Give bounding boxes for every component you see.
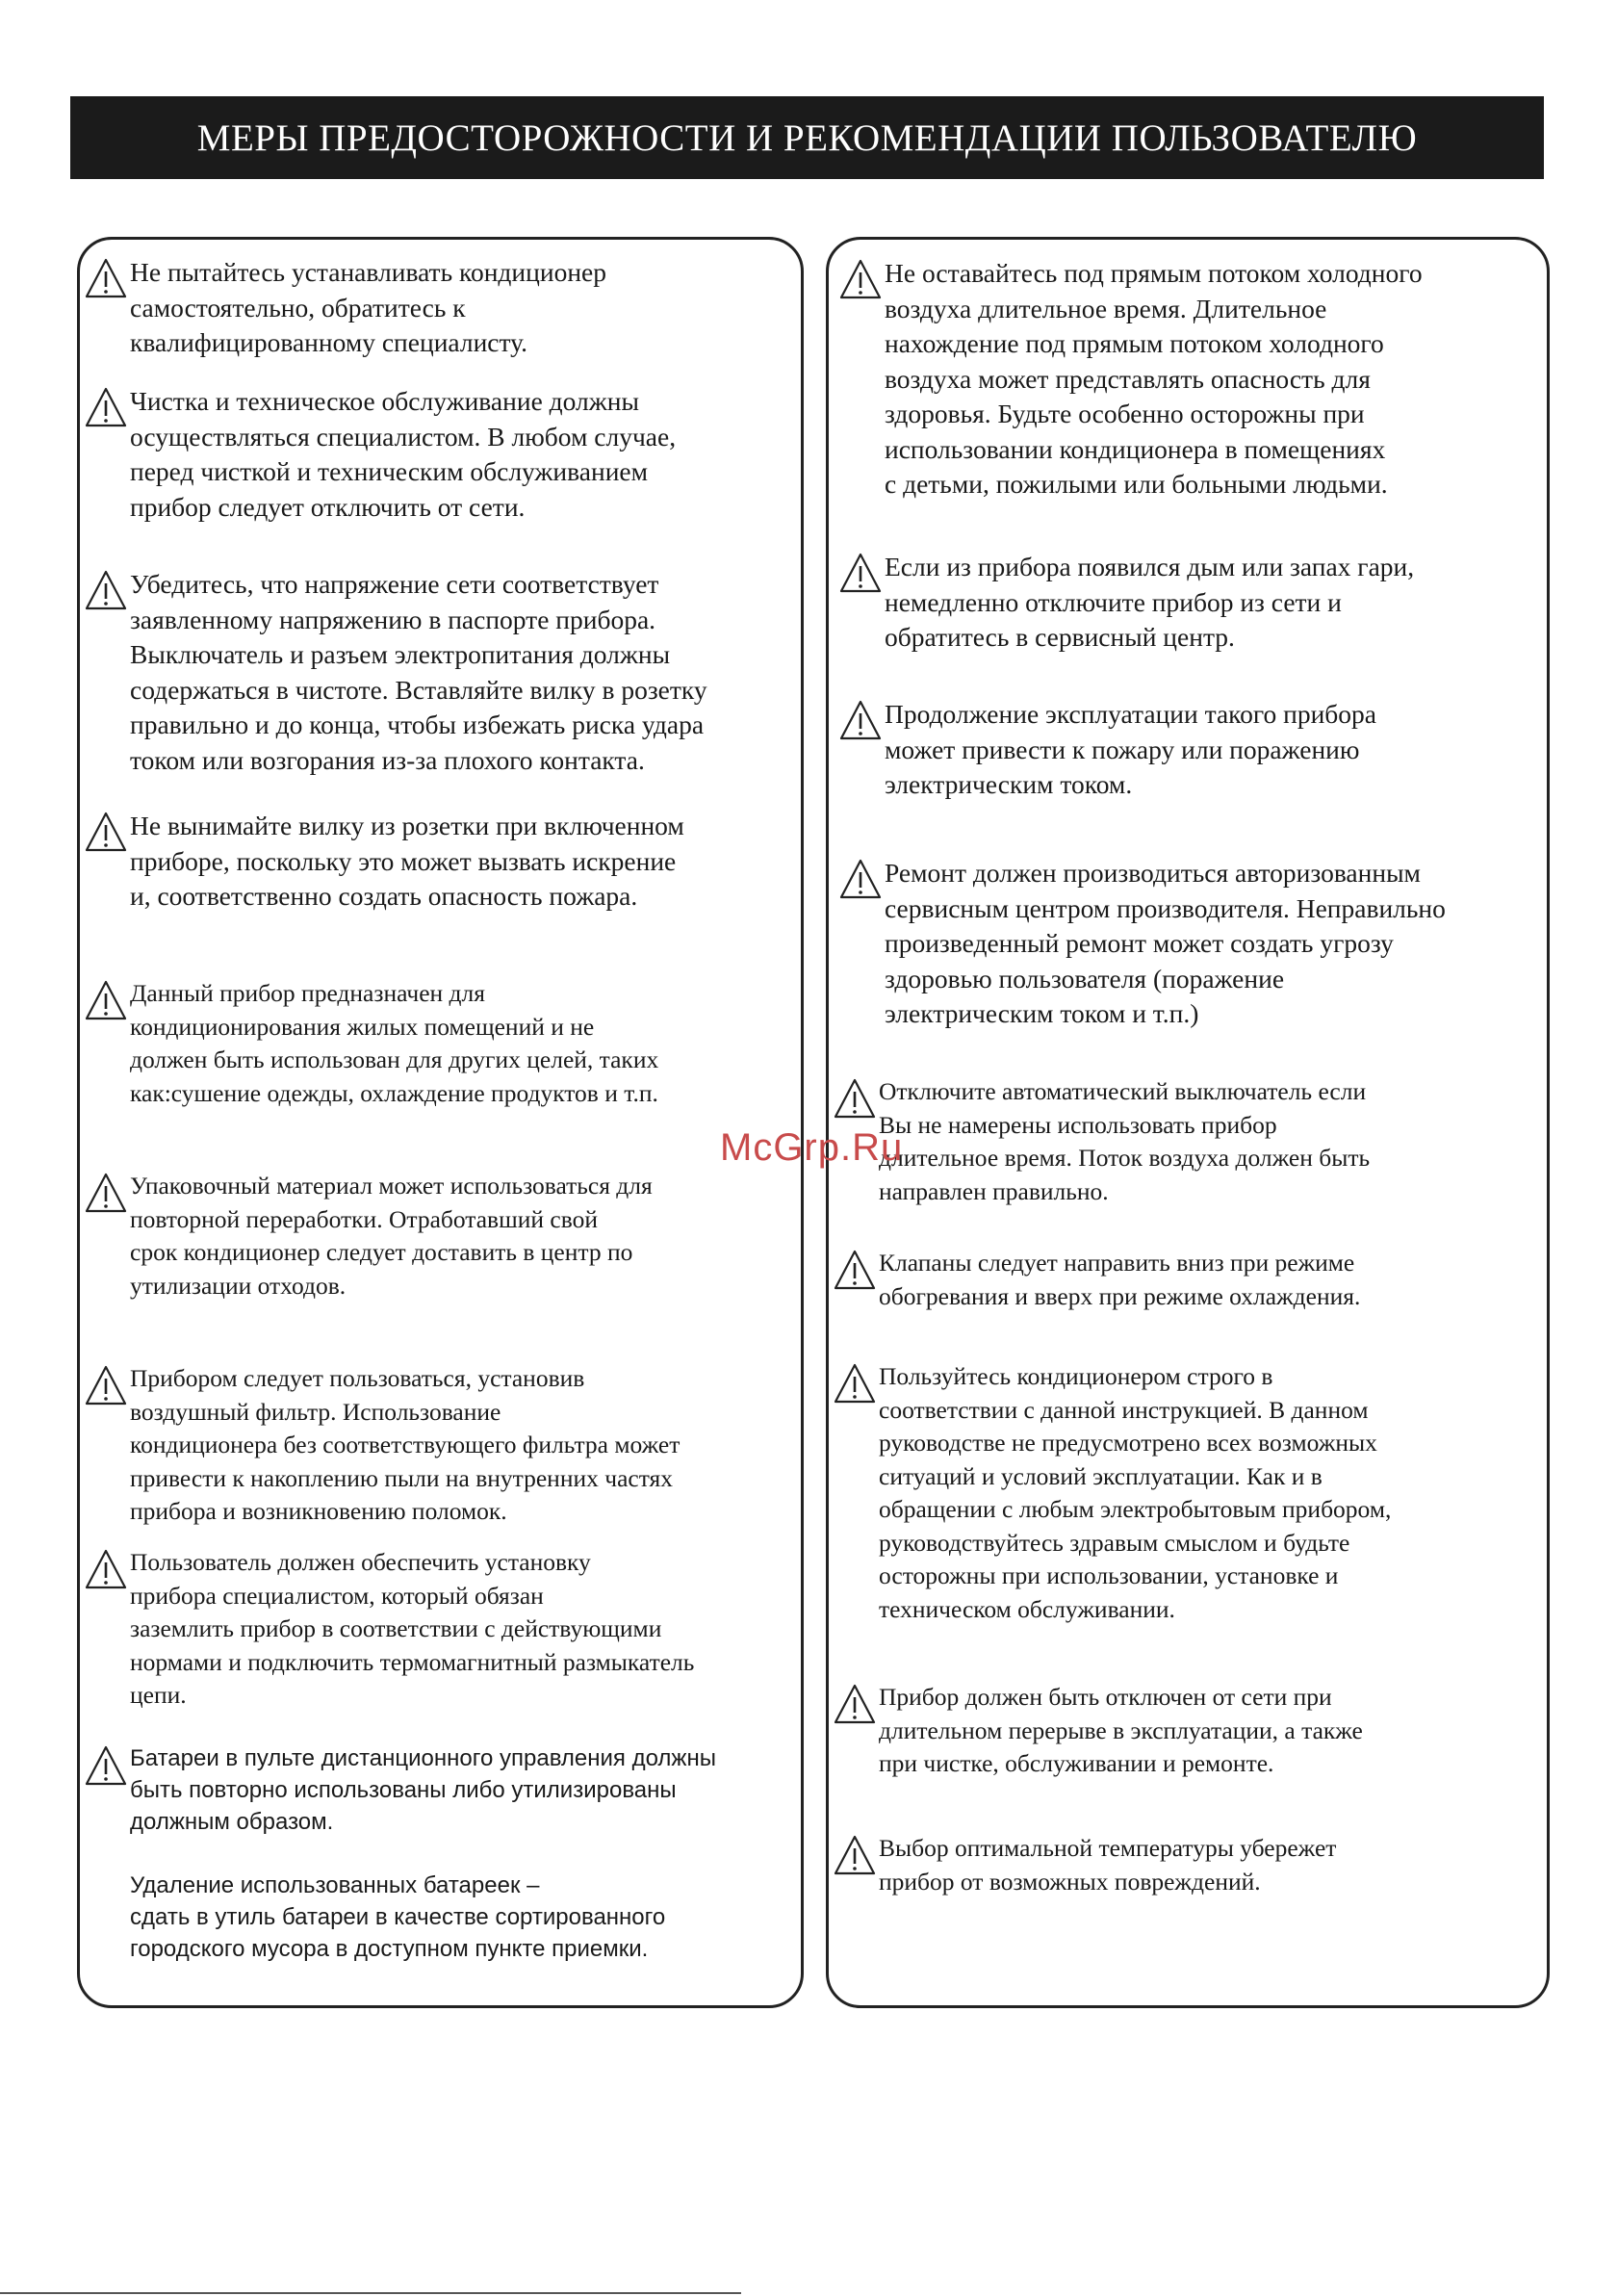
left-item-4 (86, 809, 798, 915)
left-item-3 (86, 567, 798, 778)
left-item-5 (86, 977, 798, 1110)
warning-triangle-icon (838, 858, 883, 900)
warning-triangle-icon (84, 1744, 128, 1787)
warning-triangle-icon (833, 1249, 877, 1291)
left-item-1-text: Не пытайтесь устанавливать кондиционер самостоятельно, обратитесь к квалифицированному специалисту. (130, 257, 606, 357)
left-item-5-text: Данный прибор предназначен для кондиционирования жилых помещений и не должен быть использован для других целей, таких как:сушение одежды, охлаждение продуктов и т.п. (130, 979, 659, 1107)
right-item-1 (840, 256, 1548, 503)
right-item-8-text: Прибор должен быть отключен от сети при длительном перерыве в эксплуатации, а также при чистке, обслуживании и ремонте. (879, 1683, 1363, 1777)
warning-triangle-icon (838, 258, 883, 300)
left-item-9-text: Батареи в пульте дистанционного управления должны быть повторно использованы либо утилизированы должным образом. Удаление использованных батареек – сдать в утиль батареи в качестве сортированного городского мусора в доступном пункте приемки. (130, 1745, 716, 1962)
warning-triangle-icon (84, 1548, 128, 1590)
page-title: МЕРЫ ПРЕДОСТОРОЖНОСТИ И РЕКОМЕНДАЦИИ ПОЛЬЗОВАТЕЛЮ (196, 116, 1418, 159)
right-item-3-text: Продолжение эксплуатации такого прибора может привести к пожару или поражению электрическим током. (885, 699, 1376, 799)
left-item-2 (86, 384, 798, 525)
right-item-6-text: Клапаны следует направить вниз при режиме обогревания и вверх при режиме охлаждения. (879, 1249, 1361, 1310)
right-item-2 (840, 550, 1548, 656)
watermark: McGrp.Ru (720, 1126, 904, 1169)
left-item-8-text: Пользователь должен обеспечить установку прибора специалистом, который обязан заземлить прибор в соответствии с действующими нормами и подключить термомагнитный размыкатель цепи. (130, 1548, 695, 1709)
warning-triangle-icon (84, 386, 128, 428)
warning-triangle-icon (84, 257, 128, 299)
warning-triangle-icon (84, 979, 128, 1021)
left-item-2-text: Чистка и техническое обслуживание должны осуществляться специалистом. В любом случае, перед чисткой и техническим обслуживанием прибор следует отключить от сети. (130, 386, 677, 522)
right-item-2-text: Если из прибора появился дым или запах гари, немедленно отключите прибор из сети и обратитесь в сервисный центр. (885, 552, 1415, 652)
page-header (70, 96, 1544, 179)
left-item-7-text: Прибором следует пользоваться, установив воздушный фильтр. Использование кондиционера без соответствующего фильтра может привести к накоплению пыли на внутренних частях прибора и возникновению поломок. (130, 1364, 681, 1525)
left-panel (77, 237, 804, 2008)
right-item-9 (835, 1832, 1542, 1898)
right-item-5 (835, 1075, 1542, 1208)
warning-triangle-icon (838, 699, 883, 741)
left-item-4-text: Не вынимайте вилку из розетки при включенном приборе, поскольку это может вызвать искрение и, соответственно создать опасность пожара. (130, 811, 684, 911)
warning-triangle-icon (838, 552, 883, 594)
right-item-6 (835, 1247, 1542, 1313)
right-item-1-text: Не оставайтесь под прямым потоком холодного воздуха длительное время. Длительное нахождение под прямым потоком холодного воздуха может представлять опасность для здоровья. Будьте особенно осторожны при использовании кондиционера в помещениях с детьми, пожилыми или больными людьми. (885, 258, 1423, 499)
warning-triangle-icon (84, 569, 128, 611)
right-item-8 (835, 1681, 1542, 1781)
warning-triangle-icon (84, 1172, 128, 1214)
right-item-4-text: Ремонт должен производиться авторизованным сервисным центром производителя. Неправильно произведенный ремонт может создать угрозу здоровью пользователя (поражение электрическим током и т.п.) (885, 858, 1446, 1028)
warning-triangle-icon (833, 1683, 877, 1725)
left-item-6-text: Упаковочный материал может использоваться для повторной переработки. Отработавший свой срок кондиционер следует доставить в центр по утилизации отходов. (130, 1172, 653, 1300)
right-panel (826, 237, 1550, 2008)
right-item-7 (835, 1360, 1542, 1626)
right-item-3 (840, 697, 1548, 803)
right-item-7-text: Пользуйтесь кондиционером строго в соответствии с данной инструкцией. В данном руководстве не предусмотрено всех возможных ситуаций и условий эксплуатации. Как и в обращении с любым электробытовым прибором, руководствуйтесь здравым смыслом и будьте осторожны при использовании, установке и техническом обслуживании. (879, 1362, 1392, 1623)
footer-divider (0, 2292, 741, 2294)
left-item-3-text: Убедитесь, что напряжение сети соответствует заявленному напряжению в паспорте прибора. Выключатель и разъем электропитания должны содержаться в чистоте. Вставляйте вилку в розетку правильно и до конца, чтобы избежать риска удара током или возгорания из-за плохого контакта. (130, 569, 707, 775)
left-item-9 (86, 1742, 798, 1965)
warning-triangle-icon (833, 1362, 877, 1405)
left-item-8 (86, 1546, 798, 1713)
warning-triangle-icon (84, 811, 128, 853)
left-item-7 (86, 1362, 798, 1529)
warning-triangle-icon (84, 1364, 128, 1406)
warning-triangle-icon (833, 1077, 877, 1120)
left-item-1 (86, 255, 798, 361)
left-item-6 (86, 1170, 798, 1303)
right-item-4 (840, 856, 1548, 1032)
right-item-9-text: Выбор оптимальной температуры убережет прибор от возможных повреждений. (879, 1834, 1337, 1896)
warning-triangle-icon (833, 1834, 877, 1876)
right-item-5-text: Отключите автоматический выключатель если Вы не намерены использовать прибор длительное время. Поток воздуха должен быть направлен правильно. (879, 1077, 1371, 1205)
